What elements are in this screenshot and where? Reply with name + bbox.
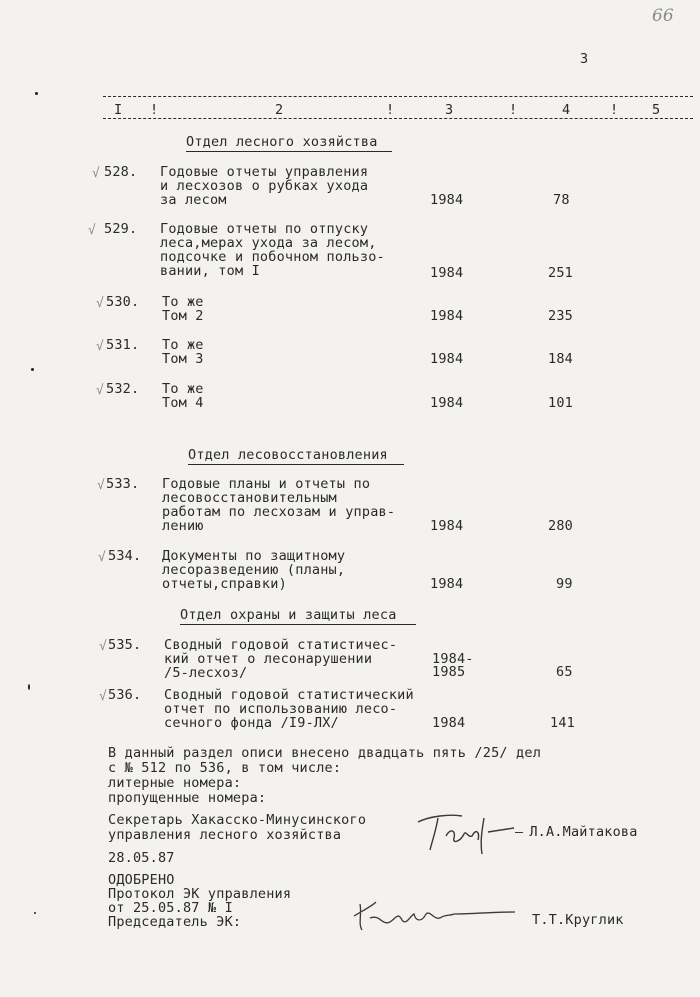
entry-year: 1984 xyxy=(430,351,464,367)
column-header-1: I xyxy=(114,102,123,118)
summary-line: В данный раздел описи внесено двадцать пять /25/ дел xyxy=(108,745,542,761)
secretary-name-text: Л.А.Майтакова xyxy=(529,824,638,840)
summary-line: пропущенные номера: xyxy=(108,790,267,806)
entry-number: 531. xyxy=(106,337,140,353)
section-title: Отдел лесного хозяйства xyxy=(186,134,378,150)
entry-title-line: отчет по использованию лесо- xyxy=(164,701,398,717)
entry-title-line: Годовые отчеты управления xyxy=(160,164,369,180)
scan-speck xyxy=(34,912,36,914)
summary-line: литерные номера: xyxy=(108,775,242,791)
section-title: Отдел лесовосстановления xyxy=(188,447,388,463)
check-mark: √ xyxy=(96,339,105,354)
check-mark: √ xyxy=(92,166,101,181)
entry-year: 1984 xyxy=(430,265,464,281)
archive-sheet-number: 66 xyxy=(652,6,674,26)
check-mark: √ xyxy=(96,296,105,311)
page-number: 3 xyxy=(580,51,589,67)
entry-title-line: за лесом xyxy=(160,192,227,208)
check-mark: √ xyxy=(99,639,108,654)
entry-count: 251 xyxy=(548,265,573,281)
entry-number: 532. xyxy=(106,381,140,397)
chairman-name: Т.Т.Круглик xyxy=(532,912,624,928)
column-header-4: 4 xyxy=(562,102,571,118)
check-mark: √ xyxy=(99,689,108,704)
column-separator: ! xyxy=(610,102,619,118)
header-bottom-rule xyxy=(103,118,693,119)
header-top-rule xyxy=(103,96,693,97)
entry-title-line: вании, том I xyxy=(160,263,260,279)
entry-title-line: /5-лесхоз/ xyxy=(164,665,248,681)
entry-count: 101 xyxy=(548,395,573,411)
entry-title-line: Том 3 xyxy=(162,351,204,367)
entry-number: 534. xyxy=(108,548,142,564)
entry-title-line: Сводный годовой статистический xyxy=(164,687,414,703)
approval-line: Председатель ЭК: xyxy=(108,914,242,930)
entry-number: 533. xyxy=(106,476,140,492)
section-title: Отдел охраны и защиты леса xyxy=(180,607,397,623)
column-header-2: 2 xyxy=(275,102,284,118)
scan-speck xyxy=(35,92,38,95)
approval-line: ОДОБРЕНО xyxy=(108,872,175,888)
entry-title-line: То же xyxy=(162,294,204,310)
entry-title-line: лесоразведению (планы, xyxy=(162,562,346,578)
entry-title-line: То же xyxy=(162,381,204,397)
entry-count: 184 xyxy=(548,351,573,367)
entry-year: 1984 xyxy=(430,518,464,534)
entry-title-line: Годовые планы и отчеты по xyxy=(162,476,371,492)
entry-title-line: Том 2 xyxy=(162,308,204,324)
check-mark: √ xyxy=(96,383,105,398)
entry-title-line: лению xyxy=(162,518,204,534)
entry-title-line: Документы по защитному xyxy=(162,548,346,564)
entry-title-line: Том 4 xyxy=(162,395,204,411)
check-mark: √ xyxy=(98,550,107,565)
entry-count: 65 xyxy=(556,664,573,680)
secretary-signature xyxy=(410,808,520,856)
entry-title-line: работам по лесхозам и управ- xyxy=(162,504,396,520)
entry-year: 1984 xyxy=(432,715,466,731)
entry-title-line: сечного фонда /I9-ЛХ/ xyxy=(164,715,339,731)
entry-year-start: 1984- xyxy=(432,651,474,667)
entry-title-line: кий отчет о лесонарушении xyxy=(164,651,373,667)
entry-number: 528. xyxy=(104,164,138,180)
column-header-5: 5 xyxy=(652,102,661,118)
entry-title-line: и лесхозов о рубках ухода xyxy=(160,178,369,194)
column-separator: ! xyxy=(509,102,518,118)
check-mark: √ xyxy=(88,223,97,238)
entry-title-line: лесовосстановительным xyxy=(162,490,337,506)
chairman-signature xyxy=(350,892,520,936)
entry-year: 1984 xyxy=(430,395,464,411)
scan-speck xyxy=(28,684,30,690)
section-title-underline xyxy=(188,464,404,465)
secretary-date: 28.05.87 xyxy=(108,850,175,866)
entry-number: 529. xyxy=(104,221,138,237)
secretary-title-line: Секретарь Хакасско-Минусинского xyxy=(108,812,367,828)
entry-year-end: 1985 xyxy=(432,664,466,680)
scan-speck xyxy=(31,368,34,371)
approval-line: Протокол ЭК управления xyxy=(108,886,292,902)
column-separator: ! xyxy=(386,102,395,118)
column-separator: ! xyxy=(150,102,159,118)
entry-year: 1984 xyxy=(430,192,464,208)
entry-count: 141 xyxy=(550,715,575,731)
entry-count: 78 xyxy=(553,192,570,208)
secretary-name: — Л.А.Майтакова xyxy=(515,824,638,840)
entry-title-line: Сводный годовой статистичес- xyxy=(164,637,398,653)
entry-number: 535. xyxy=(108,637,142,653)
entry-title-line: подсочке и побочном пользо- xyxy=(160,249,385,265)
entry-count: 99 xyxy=(556,576,573,592)
entry-title-line: отчеты,справки) xyxy=(162,576,287,592)
secretary-title-line: управления лесного хозяйства xyxy=(108,827,342,843)
section-title-underline xyxy=(186,151,392,152)
entry-number: 530. xyxy=(106,294,140,310)
section-title-underline xyxy=(180,624,416,625)
entry-title-line: То же xyxy=(162,337,204,353)
entry-title-line: Годовые отчеты по отпуску xyxy=(160,221,369,237)
entry-count: 235 xyxy=(548,308,573,324)
entry-year: 1984 xyxy=(430,308,464,324)
check-mark: √ xyxy=(97,478,106,493)
entry-number: 536. xyxy=(108,687,142,703)
entry-year: 1984 xyxy=(430,576,464,592)
entry-count: 280 xyxy=(548,518,573,534)
approval-line: от 25.05.87 № I xyxy=(108,900,233,916)
summary-line: с № 512 по 536, в том числе: xyxy=(108,760,342,776)
column-header-3: 3 xyxy=(445,102,454,118)
entry-title-line: леса,мерах ухода за лесом, xyxy=(160,235,377,251)
